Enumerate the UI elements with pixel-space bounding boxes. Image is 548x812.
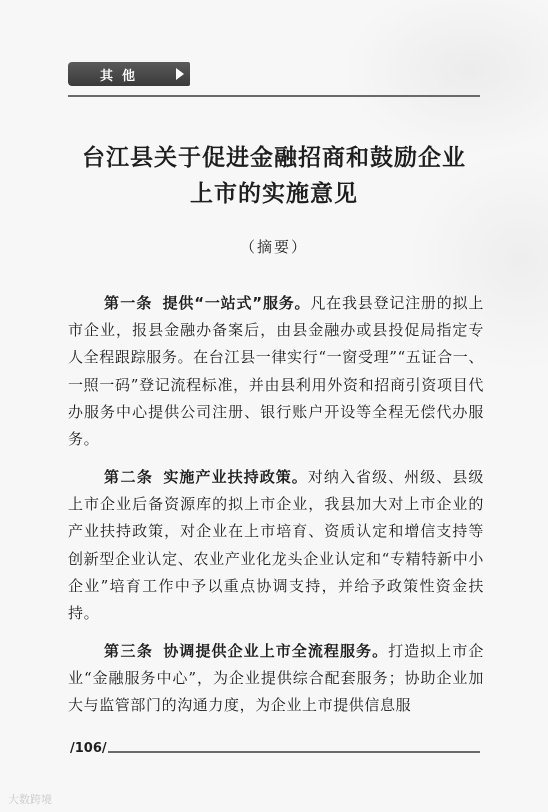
watermark: 大数跨境 (8, 793, 52, 806)
article-label: 第三条 (104, 642, 154, 660)
article-3 (68, 638, 484, 720)
article-heading: 实施产业扶持政策。 (163, 468, 308, 486)
article-paragraph (68, 464, 484, 627)
article-body: 打造拟上市企业“金融服务中心”，为企业提供综合配套服务；协助企业加大与监管部门的沟通力度，为企业上市提供信息服 (68, 642, 484, 715)
article-label: 第二条 (104, 468, 154, 486)
section-tab-label: 其他 (100, 68, 145, 84)
article-paragraph (68, 638, 484, 720)
header-divider (68, 95, 480, 97)
document-title (60, 140, 488, 212)
article-heading: 协调提供企业上市全流程服务。 (163, 642, 389, 660)
document-title-line-1: 台江县关于促进金融招商和鼓励企业 (82, 144, 466, 171)
article-2 (68, 464, 484, 627)
footer-divider (108, 751, 480, 753)
section-tab (68, 62, 190, 86)
article-body: 对纳入省级、州级、县级上市企业后备资源库的拟上市企业，我县加大对上市企业的产业扶持政策，对企业在上市培育、资质认定和增信支持等创新型企业认定、农业产业化龙头企业认定和“专精特新中小企业”培育工作中予以重点协调支持，并给予政策性资金扶持。 (68, 468, 484, 623)
article-paragraph (68, 290, 484, 453)
play-arrow-icon (176, 68, 184, 80)
document-subtitle: （摘要） (239, 238, 308, 256)
document-title-line-2: 上市的实施意见 (190, 180, 358, 207)
article-heading: 提供“一站式”服务。 (162, 294, 311, 312)
article-1 (68, 290, 484, 453)
page-number: /106/ (70, 741, 107, 756)
article-label: 第一条 (104, 294, 153, 312)
article-body: 凡在我县登记注册的拟上市企业，报县金融办备案后，由县金融办或县投促局指定专人全程跟踪服务。在台江县一律实行“一窗受理”“五证合一、一照一码”登记流程标准，并由县利用外资和招商引资项目代办服务中心提供公司注册、银行账户开设等全程无偿代办服务。 (68, 294, 484, 449)
